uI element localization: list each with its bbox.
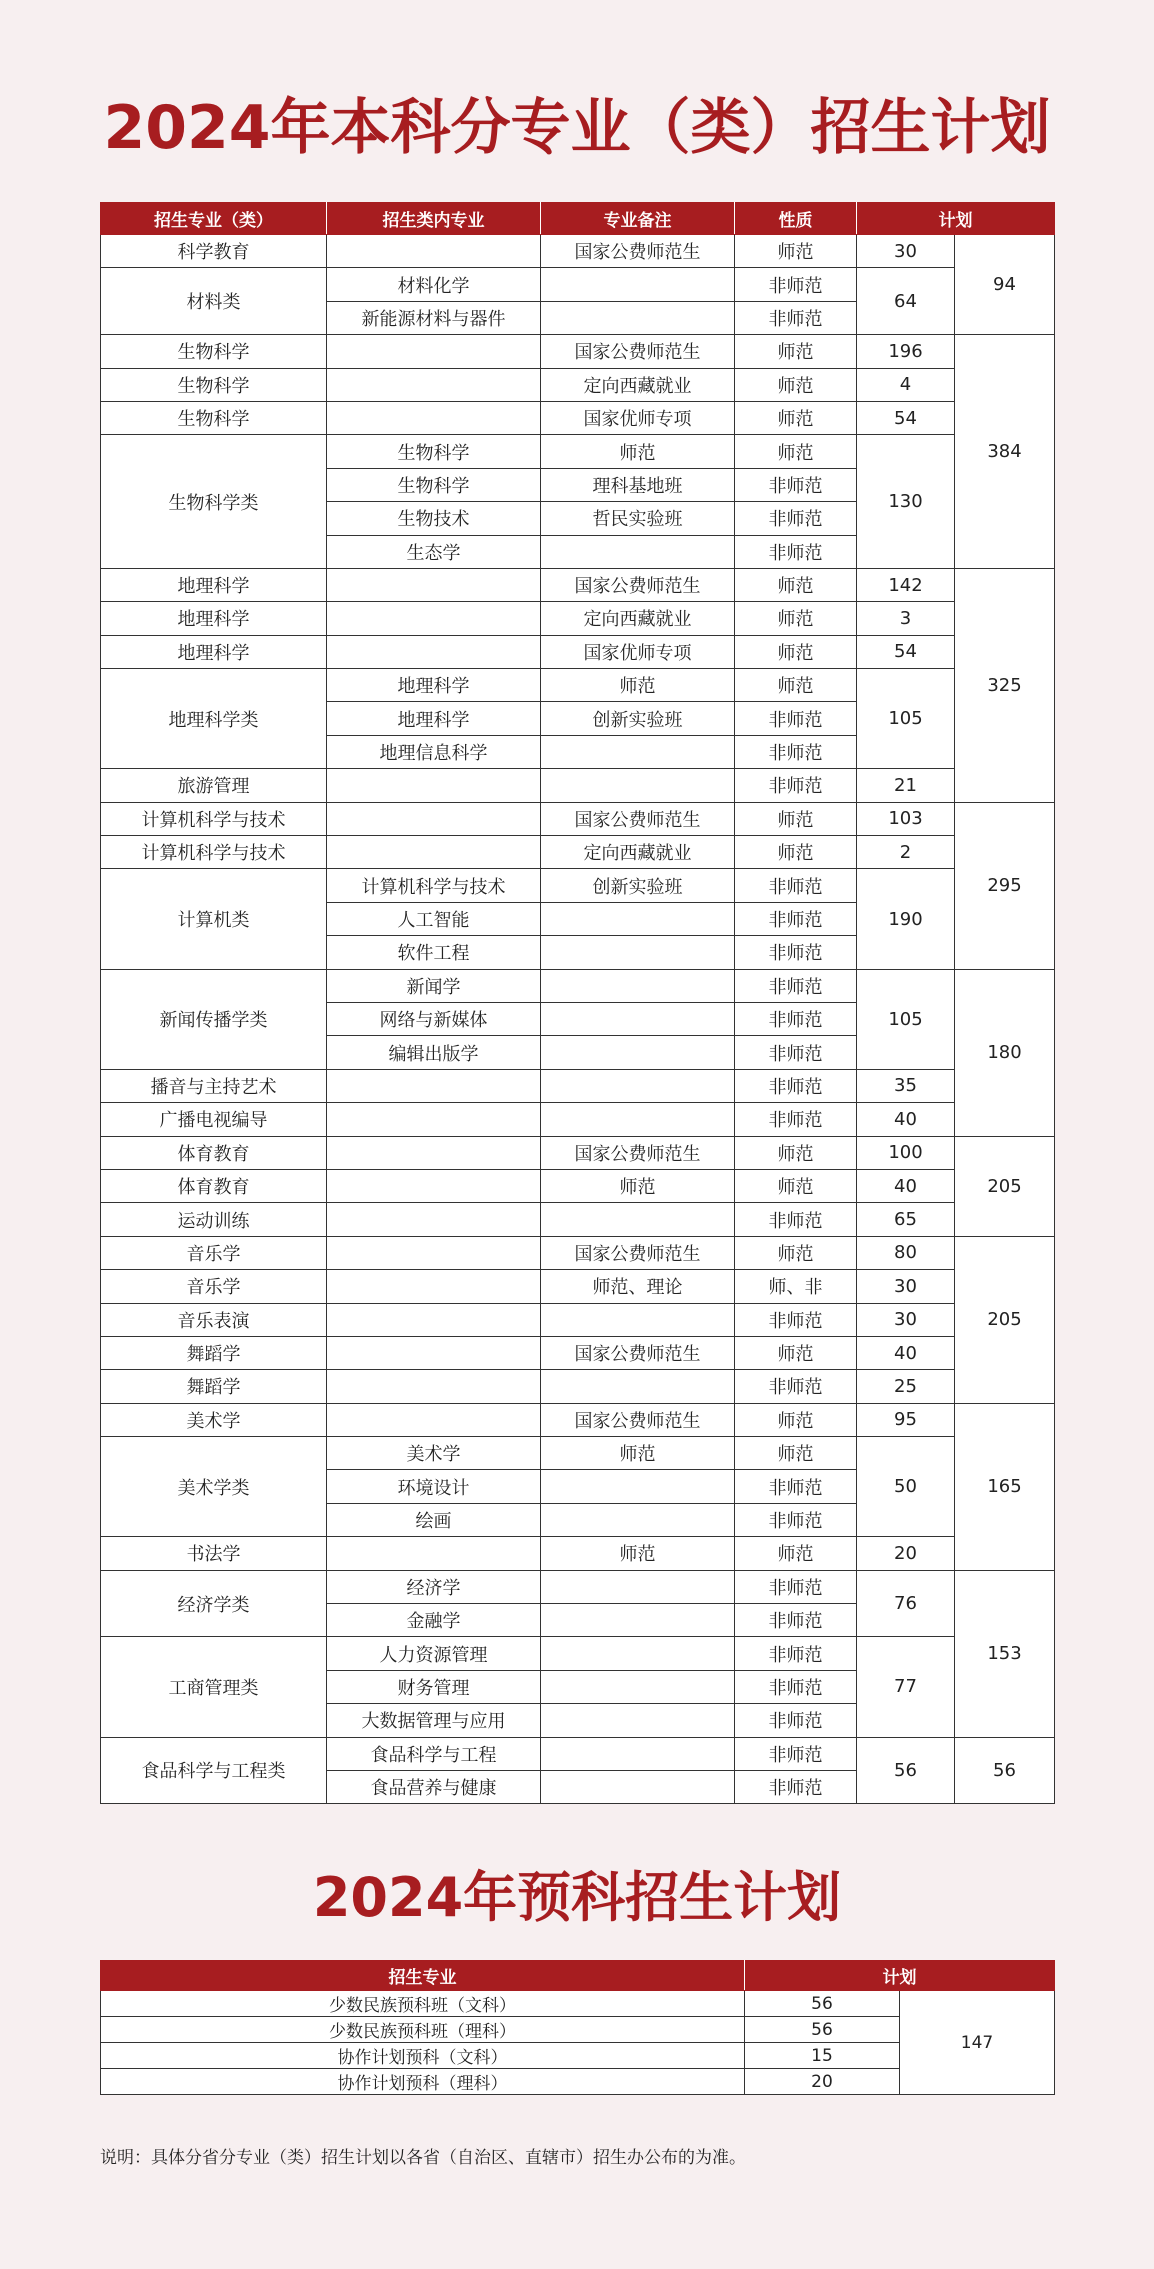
table-cell: 76 (857, 1570, 955, 1637)
preparatory-title: 2024年预科招生计划 (312, 1866, 842, 1929)
table-cell (327, 769, 541, 802)
table-row (101, 1203, 1055, 1236)
header-nature: 性质 (735, 203, 857, 235)
table-cell: 定向西藏就业 (541, 836, 735, 869)
header-pre-major: 招生专业 (101, 1961, 745, 1991)
table-cell: 师范 (735, 368, 857, 401)
table-cell: 生物技术 (327, 502, 541, 535)
table-cell: 105 (857, 669, 955, 769)
table-row (101, 602, 1055, 635)
table-cell (327, 1403, 541, 1436)
table-cell (541, 1604, 735, 1637)
table-row (101, 1270, 1055, 1303)
table-cell: 师范 (541, 1537, 735, 1570)
table-cell (327, 401, 541, 434)
table-cell (327, 635, 541, 668)
header-plan: 计划 (857, 203, 1055, 235)
header-remark: 专业备注 (541, 203, 735, 235)
table-cell (327, 368, 541, 401)
table-row (101, 1069, 1055, 1102)
table-cell: 绘画 (327, 1503, 541, 1536)
page-title: 2024年本科分专业（类）招生计划 (103, 93, 1051, 163)
table-cell (327, 335, 541, 368)
table-cell: 生态学 (327, 535, 541, 568)
table-cell (327, 1136, 541, 1169)
table-row (101, 1637, 1055, 1670)
table-cell (541, 902, 735, 935)
table-cell: 经济学 (327, 1570, 541, 1603)
footnote: 说明：具体分省分专业（类）招生计划以各省（自治区、直辖市）招生办公布的为准。 (100, 2148, 746, 2168)
table-cell: 地理科学类 (101, 669, 327, 769)
table-cell: 师范 (735, 635, 857, 668)
table-cell: 25 (857, 1370, 955, 1403)
table-cell: 计算机科学与技术 (101, 802, 327, 835)
table-cell: 师范 (735, 1236, 857, 1269)
table-cell: 播音与主持艺术 (101, 1069, 327, 1102)
table-cell: 地理科学 (101, 635, 327, 668)
table-cell: 食品营养与健康 (327, 1770, 541, 1803)
table-cell: 师、非 (735, 1270, 857, 1303)
table-cell: 师范 (735, 1336, 857, 1369)
table-cell: 国家优师专项 (541, 401, 735, 434)
table-cell: 师范 (541, 1169, 735, 1202)
table-row (101, 669, 1055, 702)
table-cell: 财务管理 (327, 1670, 541, 1703)
table-cell: 师范 (735, 435, 857, 468)
table-cell: 65 (857, 1203, 955, 1236)
table-cell: 定向西藏就业 (541, 368, 735, 401)
table-cell: 国家优师专项 (541, 635, 735, 668)
table-cell: 非师范 (735, 1570, 857, 1603)
table-cell: 工商管理类 (101, 1637, 327, 1737)
table-cell: 国家公费师范生 (541, 568, 735, 601)
table-cell: 非师范 (735, 1604, 857, 1637)
table-cell: 金融学 (327, 1604, 541, 1637)
table-cell: 运动训练 (101, 1203, 327, 1236)
table-row (101, 1437, 1055, 1470)
table-cell: 师范 (735, 401, 857, 434)
table-cell: 师范 (735, 1537, 857, 1570)
main-table-body (101, 235, 1055, 1804)
table-cell: 美术学 (327, 1437, 541, 1470)
table-cell: 非师范 (735, 1303, 857, 1336)
table-cell: 21 (857, 769, 955, 802)
table-cell: 师范 (541, 435, 735, 468)
table-cell: 非师范 (735, 1103, 857, 1136)
table-cell: 广播电视编导 (101, 1103, 327, 1136)
table-cell: 人力资源管理 (327, 1637, 541, 1670)
table-cell: 计算机科学与技术 (101, 836, 327, 869)
table-cell: 师范 (735, 1403, 857, 1436)
table-row (101, 1737, 1055, 1770)
table-row (101, 635, 1055, 668)
table-cell: 非师范 (735, 1737, 857, 1770)
table-cell: 旅游管理 (101, 769, 327, 802)
table-cell (327, 568, 541, 601)
table-cell: 180 (955, 969, 1055, 1136)
table-cell: 师范 (735, 1136, 857, 1169)
table-cell: 编辑出版学 (327, 1036, 541, 1069)
table-cell (541, 1737, 735, 1770)
table-cell (327, 802, 541, 835)
table-cell: 师范 (735, 1169, 857, 1202)
table-row (101, 1169, 1055, 1202)
table-cell: 95 (857, 1403, 955, 1436)
table-cell (541, 969, 735, 1002)
table-cell: 生物科学 (101, 368, 327, 401)
table-cell (327, 1303, 541, 1336)
table-row (101, 969, 1055, 1002)
table-row (101, 235, 1055, 268)
table-cell: 非师范 (735, 535, 857, 568)
table-cell: 非师范 (735, 1704, 857, 1737)
table-cell: 325 (955, 568, 1055, 802)
table-row (101, 268, 1055, 301)
table-cell: 非师范 (735, 301, 857, 334)
table-cell: 190 (857, 869, 955, 969)
table-cell: 非师范 (735, 1670, 857, 1703)
table-cell: 147 (900, 1991, 1055, 2095)
header-major-category: 招生专业（类） (101, 203, 327, 235)
table-cell: 国家公费师范生 (541, 1136, 735, 1169)
table-cell: 77 (857, 1637, 955, 1737)
table-cell: 20 (857, 1537, 955, 1570)
table-cell: 理科基地班 (541, 468, 735, 501)
table-row (101, 1570, 1055, 1603)
table-cell: 定向西藏就业 (541, 602, 735, 635)
table-cell: 师范 (735, 568, 857, 601)
table-cell: 计算机科学与技术 (327, 869, 541, 902)
header-pre-plan: 计划 (745, 1961, 1055, 1991)
table-cell: 国家公费师范生 (541, 235, 735, 268)
table-cell: 40 (857, 1336, 955, 1369)
table-cell (541, 1670, 735, 1703)
table-cell: 人工智能 (327, 902, 541, 935)
table-cell: 56 (745, 1991, 900, 2017)
table-cell: 非师范 (735, 969, 857, 1002)
table-cell: 非师范 (735, 1370, 857, 1403)
table-cell: 非师范 (735, 702, 857, 735)
table-cell: 4 (857, 368, 955, 401)
table-cell: 国家公费师范生 (541, 1236, 735, 1269)
table-row (101, 1403, 1055, 1436)
table-cell: 师范 (541, 1437, 735, 1470)
table-cell (541, 1570, 735, 1603)
table-cell: 材料化学 (327, 268, 541, 301)
table-cell: 大数据管理与应用 (327, 1704, 541, 1737)
table-cell (541, 1370, 735, 1403)
table-cell: 54 (857, 635, 955, 668)
table-cell: 环境设计 (327, 1470, 541, 1503)
table-cell: 295 (955, 802, 1055, 969)
table-cell: 56 (745, 2017, 900, 2043)
table-cell: 地理科学 (101, 568, 327, 601)
table-row (101, 1303, 1055, 1336)
table-row (101, 1236, 1055, 1269)
table-cell: 创新实验班 (541, 869, 735, 902)
table-cell: 2 (857, 836, 955, 869)
table-row (101, 1136, 1055, 1169)
table-cell: 30 (857, 1303, 955, 1336)
table-cell: 地理信息科学 (327, 735, 541, 768)
table-cell: 103 (857, 802, 955, 835)
table-cell: 地理科学 (101, 602, 327, 635)
table-cell: 非师范 (735, 1503, 857, 1536)
table-cell (327, 1370, 541, 1403)
table-cell: 非师范 (735, 1470, 857, 1503)
table-cell (541, 936, 735, 969)
table-cell (327, 1169, 541, 1202)
table-cell: 美术学 (101, 1403, 327, 1436)
table-cell (327, 1103, 541, 1136)
preparatory-plan-table (100, 1960, 1055, 2095)
table-cell: 165 (955, 1403, 1055, 1570)
table-cell: 非师范 (735, 902, 857, 935)
table-cell: 科学教育 (101, 235, 327, 268)
table-cell: 130 (857, 435, 955, 569)
table-cell: 生物科学 (101, 401, 327, 434)
table-cell: 协作计划预科（文科） (101, 2043, 745, 2069)
table-cell: 非师范 (735, 468, 857, 501)
table-cell: 384 (955, 335, 1055, 569)
table-cell: 生物科学 (327, 435, 541, 468)
table-row (101, 1336, 1055, 1369)
table-cell: 国家公费师范生 (541, 1336, 735, 1369)
table-cell (327, 1203, 541, 1236)
table-cell (327, 1069, 541, 1102)
undergraduate-plan-table (100, 202, 1055, 1804)
table-cell (541, 1637, 735, 1670)
table-cell: 地理科学 (327, 669, 541, 702)
table-cell: 非师范 (735, 869, 857, 902)
table-cell: 创新实验班 (541, 702, 735, 735)
table-header-row (101, 1961, 1055, 1991)
table-cell (327, 1336, 541, 1369)
table-cell: 少数民族预科班（理科） (101, 2017, 745, 2043)
table-cell: 105 (857, 969, 955, 1069)
table-cell: 非师范 (735, 769, 857, 802)
table-cell: 食品科学与工程 (327, 1737, 541, 1770)
table-cell: 生物科学类 (101, 435, 327, 569)
table-cell: 师范 (735, 802, 857, 835)
table-cell (327, 602, 541, 635)
table-cell: 食品科学与工程类 (101, 1737, 327, 1804)
table-cell: 非师范 (735, 1036, 857, 1069)
table-row (101, 368, 1055, 401)
table-cell: 哲民实验班 (541, 502, 735, 535)
table-row (101, 1370, 1055, 1403)
table-cell: 50 (857, 1437, 955, 1537)
table-cell (327, 836, 541, 869)
table-cell: 205 (955, 1236, 1055, 1403)
table-cell (541, 535, 735, 568)
table-cell: 非师范 (735, 502, 857, 535)
table-cell: 音乐表演 (101, 1303, 327, 1336)
table-cell: 非师范 (735, 1002, 857, 1035)
table-cell: 64 (857, 268, 955, 335)
table-cell: 35 (857, 1069, 955, 1102)
table-cell: 师范 (735, 235, 857, 268)
table-cell: 54 (857, 401, 955, 434)
table-cell: 师范、理论 (541, 1270, 735, 1303)
table-cell: 56 (857, 1737, 955, 1804)
table-cell: 40 (857, 1169, 955, 1202)
table-cell: 书法学 (101, 1537, 327, 1570)
table-cell: 舞蹈学 (101, 1336, 327, 1369)
table-cell: 美术学类 (101, 1437, 327, 1537)
table-cell: 3 (857, 602, 955, 635)
table-cell (541, 1704, 735, 1737)
table-cell (327, 1270, 541, 1303)
pre-table-body (101, 1991, 1055, 2095)
table-cell: 新闻学 (327, 969, 541, 1002)
table-cell: 100 (857, 1136, 955, 1169)
table-cell: 142 (857, 568, 955, 601)
table-cell: 材料类 (101, 268, 327, 335)
table-cell (541, 1002, 735, 1035)
table-cell (327, 235, 541, 268)
table-cell: 体育教育 (101, 1136, 327, 1169)
table-cell: 师范 (735, 669, 857, 702)
table-row (101, 869, 1055, 902)
table-cell: 地理科学 (327, 702, 541, 735)
header-sub-major: 招生类内专业 (327, 203, 541, 235)
table-cell: 师范 (735, 836, 857, 869)
table-cell: 生物科学 (327, 468, 541, 501)
table-row (101, 1103, 1055, 1136)
table-cell: 30 (857, 235, 955, 268)
table-cell: 师范 (541, 669, 735, 702)
table-cell (541, 1503, 735, 1536)
table-cell: 205 (955, 1136, 1055, 1236)
table-cell: 网络与新媒体 (327, 1002, 541, 1035)
table-cell: 协作计划预科（理科） (101, 2069, 745, 2095)
table-row (101, 769, 1055, 802)
table-cell (327, 1236, 541, 1269)
table-cell (327, 1537, 541, 1570)
table-cell: 国家公费师范生 (541, 335, 735, 368)
table-cell (541, 735, 735, 768)
table-cell: 80 (857, 1236, 955, 1269)
table-cell: 20 (745, 2069, 900, 2095)
table-cell (541, 1103, 735, 1136)
table-row (101, 1991, 1055, 2017)
table-cell: 非师范 (735, 936, 857, 969)
table-row (101, 435, 1055, 468)
table-cell: 15 (745, 2043, 900, 2069)
table-cell: 新能源材料与器件 (327, 301, 541, 334)
table-cell: 新闻传播学类 (101, 969, 327, 1069)
table-cell: 94 (955, 235, 1055, 335)
table-cell: 40 (857, 1103, 955, 1136)
table-cell (541, 301, 735, 334)
table-cell: 经济学类 (101, 1570, 327, 1637)
table-cell (541, 1203, 735, 1236)
table-cell: 非师范 (735, 735, 857, 768)
table-cell: 师范 (735, 602, 857, 635)
table-cell (541, 1770, 735, 1803)
table-cell: 音乐学 (101, 1270, 327, 1303)
table-row (101, 568, 1055, 601)
table-cell: 计算机类 (101, 869, 327, 969)
table-row (101, 335, 1055, 368)
table-cell (541, 1036, 735, 1069)
table-cell: 少数民族预科班（文科） (101, 1991, 745, 2017)
table-row (101, 401, 1055, 434)
table-cell (541, 1470, 735, 1503)
table-cell: 非师范 (735, 1069, 857, 1102)
table-cell: 音乐学 (101, 1236, 327, 1269)
table-cell: 软件工程 (327, 936, 541, 969)
table-cell: 非师范 (735, 1637, 857, 1670)
table-row (101, 802, 1055, 835)
table-row (101, 1537, 1055, 1570)
table-cell (541, 1069, 735, 1102)
table-cell: 国家公费师范生 (541, 1403, 735, 1436)
table-cell: 师范 (735, 1437, 857, 1470)
table-header-row (101, 203, 1055, 235)
table-row (101, 836, 1055, 869)
table-cell: 196 (857, 335, 955, 368)
table-cell: 56 (955, 1737, 1055, 1804)
table-cell: 30 (857, 1270, 955, 1303)
table-cell (541, 268, 735, 301)
table-cell: 国家公费师范生 (541, 802, 735, 835)
table-cell: 舞蹈学 (101, 1370, 327, 1403)
table-cell: 非师范 (735, 1203, 857, 1236)
table-cell: 非师范 (735, 1770, 857, 1803)
table-cell: 生物科学 (101, 335, 327, 368)
table-cell: 体育教育 (101, 1169, 327, 1202)
table-cell: 师范 (735, 335, 857, 368)
table-cell: 153 (955, 1570, 1055, 1737)
table-cell: 非师范 (735, 268, 857, 301)
table-cell (541, 1303, 735, 1336)
table-cell (541, 769, 735, 802)
